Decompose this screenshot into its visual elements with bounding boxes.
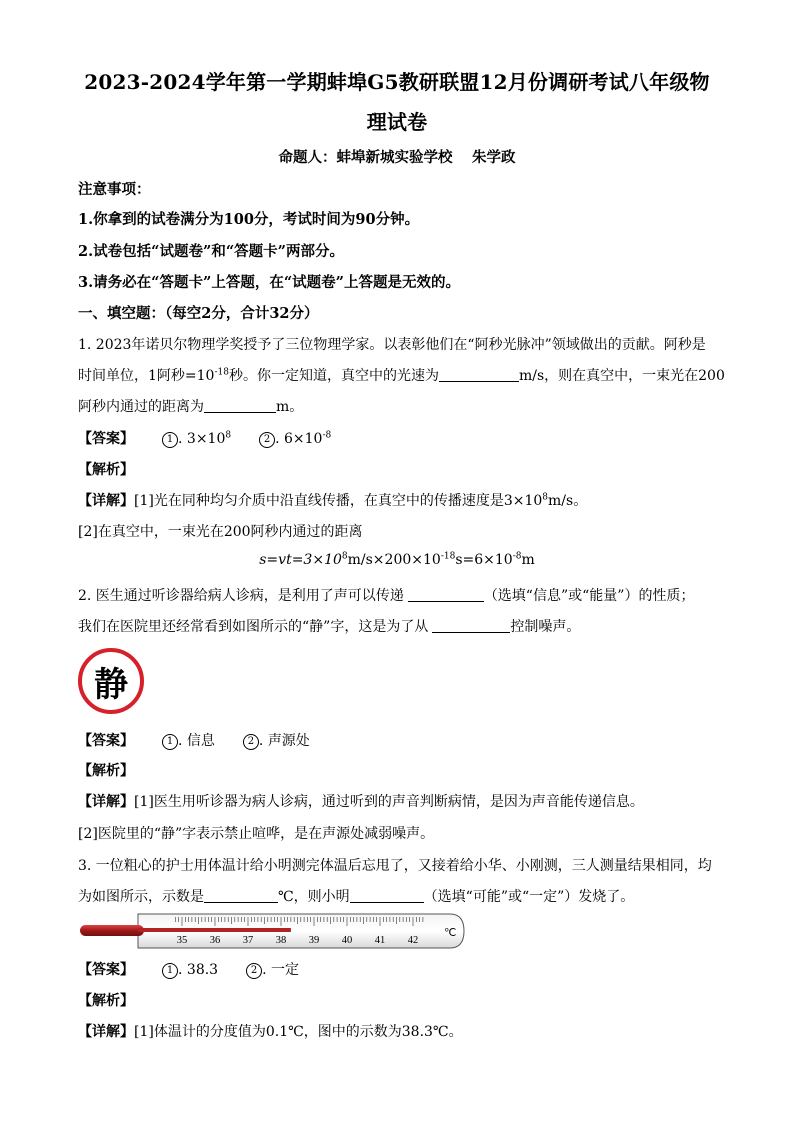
- q2-detail-1: 【详解】[1]医生用听诊器为病人诊病，通过听到的声音判断病情，是因为声音能传递信息。: [78, 794, 644, 810]
- q3-analysis-tag: 【解析】: [78, 993, 134, 1009]
- circled-1-icon: 1: [162, 963, 178, 979]
- thermometer-label: 38: [275, 935, 287, 946]
- circled-2-icon: 2: [259, 432, 275, 448]
- q3-blank-2[interactable]: [350, 888, 424, 903]
- q2-analysis-tag: 【解析】: [78, 763, 134, 779]
- section-heading: 一、填空题：（每空2分，合计32分）: [78, 305, 319, 322]
- thermometer-label: 35: [176, 935, 188, 946]
- notice-item-2: 2.试卷包括“试题卷”和“答题卡”两部分。: [78, 243, 344, 260]
- q1-line3: 阿秒内通过的距离为 m。: [78, 399, 304, 415]
- q1-answer: 【答案】 1 . $3\times 10^8$ 2 . $6\times 10^{-8}$: [78, 430, 332, 447]
- notice-item-3: 3.请务必在“答题卡”上答题，在“试题卷”上答题是无效的。: [78, 274, 460, 291]
- circled-1-icon: 1: [162, 432, 178, 448]
- thermometer-label: 39: [308, 935, 320, 946]
- q2-blank-2[interactable]: [432, 618, 510, 633]
- thermometer-label: 42: [407, 935, 419, 946]
- q3-answer: 【答案】 1 . 38.3 2 . 一定: [78, 962, 299, 978]
- q1-formula: $s=vt=3\times 10^8m/s\times 200\times 10^{-18}s=6\times 10^{-8}m$: [259, 551, 535, 568]
- q1-analysis-tag: 【解析】: [78, 462, 134, 478]
- q3-line2: 为如图所示，示数是 ℃，则小明 （选填“可能”或“一定”）发烧了。: [78, 889, 635, 905]
- exam-author: 命题人：蚌埠新城实验学校 朱学政: [278, 149, 516, 166]
- q2-detail-2: [2]医院里的“静”字表示禁止喧哗，是在声源处减弱噪声。: [78, 826, 435, 842]
- q1-detail-1: 【详解】[1]光在同种均匀介质中沿直线传播，在真空中的传播速度是$3\times 10^8m/s$。: [78, 492, 588, 509]
- circled-2-icon: 2: [243, 734, 259, 750]
- q1-line1: 1. 2023年诺贝尔物理学奖授予了三位物理学家。以表彰他们在“阿秒光脉冲”领域做出的贡献。阿秒是: [78, 337, 706, 353]
- q2-line1: 2. 医生通过听诊器给病人诊病，是利用了声可以传递 （选填“信息”或“能量”）的性质；: [78, 588, 695, 604]
- quiet-sign-figure: [78, 648, 144, 714]
- q3-detail-1: 【详解】[1]体温计的分度值为0.1℃，图中的示数为38.3℃。: [78, 1024, 463, 1040]
- circled-1-icon: 1: [162, 734, 178, 750]
- thermometer-bulb: [80, 925, 144, 936]
- q3-blank-1[interactable]: [204, 888, 278, 903]
- q1-detail-2: [2]在真空中，一束光在200阿秒内通过的距离: [78, 524, 363, 540]
- notice-item-1: 1.你拿到的试卷满分为100分，考试时间为90分钟。: [78, 211, 420, 228]
- q2-answer: 【答案】 1 . 信息 2 . 声源处: [78, 733, 310, 749]
- quiet-sign-char: 静: [94, 664, 128, 705]
- thermometer-label: 37: [242, 935, 254, 946]
- thermometer-mercury: [138, 928, 291, 932]
- q3-line1: 3. 一位粗心的护士用体温计给小明测完体温后忘甩了，又接着给小华、小刚测，三人测量结果相同，均: [78, 858, 712, 874]
- thermometer-label: 40: [341, 935, 353, 946]
- thermometer-figure: [78, 912, 466, 950]
- q1-line2: 时间单位，1阿秒$=10^{-18}$秒。你一定知道，真空中的光速为 m/s，则在真空中，一束光在200: [78, 367, 725, 384]
- q2-line2: 我们在医院里还经常看到如图所示的“静”字，这是为了从 控制噪声。: [78, 619, 581, 635]
- q2-blank-1[interactable]: [408, 587, 484, 602]
- notice-heading: 注意事项：: [78, 181, 151, 198]
- thermometer-unit: ℃: [444, 927, 457, 939]
- q1-blank-1[interactable]: [439, 367, 519, 382]
- thermometer-label: 36: [209, 935, 221, 946]
- circled-2-icon: 2: [246, 963, 262, 979]
- exam-title-line2: 理试卷: [366, 110, 428, 134]
- exam-title-line1: 2023-2024学年第一学期蚌埠G5教研联盟12月份调研考试八年级物: [84, 70, 710, 94]
- thermometer-label: 41: [374, 935, 386, 946]
- q1-blank-2[interactable]: [204, 398, 276, 413]
